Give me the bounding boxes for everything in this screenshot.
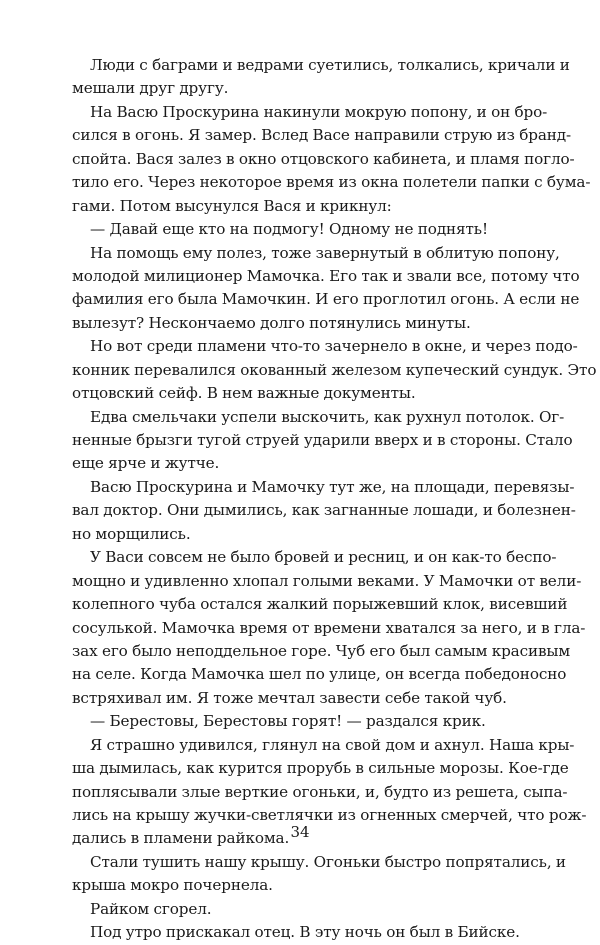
text-line: поплясывали злые верткие огоньки, и, будто из решета, сыпа-	[72, 782, 568, 801]
text-line: отцовский сейф. В нем важные документы.	[72, 384, 416, 403]
text-line: ша дымилась, как курится прорубь в сильные морозы. Кое-где	[72, 759, 569, 778]
text-line: сился в огонь. Я замер. Вслед Васе направили струю из бранд-	[72, 126, 572, 145]
text-line: Васю Проскурина и Мамочку тут же, на площади, перевязы-	[90, 477, 575, 496]
text-line: колепного чуба остался жалкий порыжевший клок, висевший	[72, 595, 568, 614]
text-line: молодой милиционер Мамочка. Его так и звали все, потому что	[72, 266, 580, 285]
text-line: конник перевалился окованный железом купеческий сундук. Это	[72, 360, 597, 379]
text-line: сосулькой. Мамочка время от времени хватался за него, и в гла-	[72, 618, 586, 637]
text-line: — Давай еще кто на подмогу! Одному не поднять!	[90, 220, 488, 239]
text-line: фамилия его была Мамочкин. И его проглотил огонь. А если не	[72, 290, 580, 309]
text-line: гами. Потом высунулся Вася и крикнул:	[72, 196, 392, 215]
text-line: на селе. Когда Мамочка шел по улице, он всегда победоносно	[72, 665, 567, 684]
text-line: но морщились.	[72, 524, 191, 543]
text-line: На Васю Проскурина накинули мокрую попону, и он бро-	[90, 102, 548, 121]
page-number: 34	[290, 823, 310, 841]
text-line: еще ярче и жутче.	[72, 454, 220, 473]
text-line: мощно и удивленно хлопал голыми веками. У Мамочки от вели-	[72, 571, 582, 590]
text-line: Люди с баграми и ведрами суетились, толкались, кричали и	[90, 56, 570, 74]
text-line: дались в пламени райкома.	[72, 829, 290, 848]
text-line: Едва смельчаки успели выскочить, как рухнул потолок. Ог-	[90, 407, 565, 426]
text-line: спойта. Вася залез в окно отцовского кабинета, и пламя погло-	[72, 149, 575, 168]
text-line: вылезут? Нескончаемо долго потянулись минуты.	[72, 313, 471, 332]
text-line: — Берестовы, Берестовы горят! — раздался крик.	[90, 712, 486, 731]
text-line: зах его было неподдельное горе. Чуб его был самым красивым	[72, 641, 571, 660]
body-text	[72, 54, 597, 945]
text-line: лись на крышу жучки-светлячки из огненных смерчей, что рож-	[72, 806, 587, 824]
text-line: встряхивал им. Я тоже мечтал завести себе такой чуб.	[72, 688, 507, 707]
text-line: Под утро прискакал отец. В эту ночь он был в Бийске.	[90, 923, 520, 942]
text-line: тило его. Через некоторое время из окна полетели папки с бума-	[72, 173, 591, 192]
text-line: На помощь ему полез, тоже завернутый в облитую попону,	[90, 243, 560, 262]
text-line: ненные брызги тугой струей ударили вверх и в стороны. Стало	[72, 431, 573, 449]
text-line: Но вот среди пламени что-то зачернело в окне, и через подо-	[90, 337, 578, 356]
text-line: Райком сгорел.	[90, 899, 212, 918]
text-line: мешали друг другу.	[72, 79, 229, 98]
text-line: Стали тушить нашу крышу. Огоньки быстро попрятались, и	[90, 852, 566, 871]
text-line: вал доктор. Они дымились, как загнанные лошади, и болезнен-	[72, 501, 576, 520]
text-line: У Васи совсем не было бровей и ресниц, и он как-то беспо-	[90, 548, 557, 567]
text-line: крыша мокро почернела.	[72, 876, 273, 895]
text-line: Я страшно удивился, глянул на свой дом и ахнул. Наша кры-	[90, 735, 575, 754]
